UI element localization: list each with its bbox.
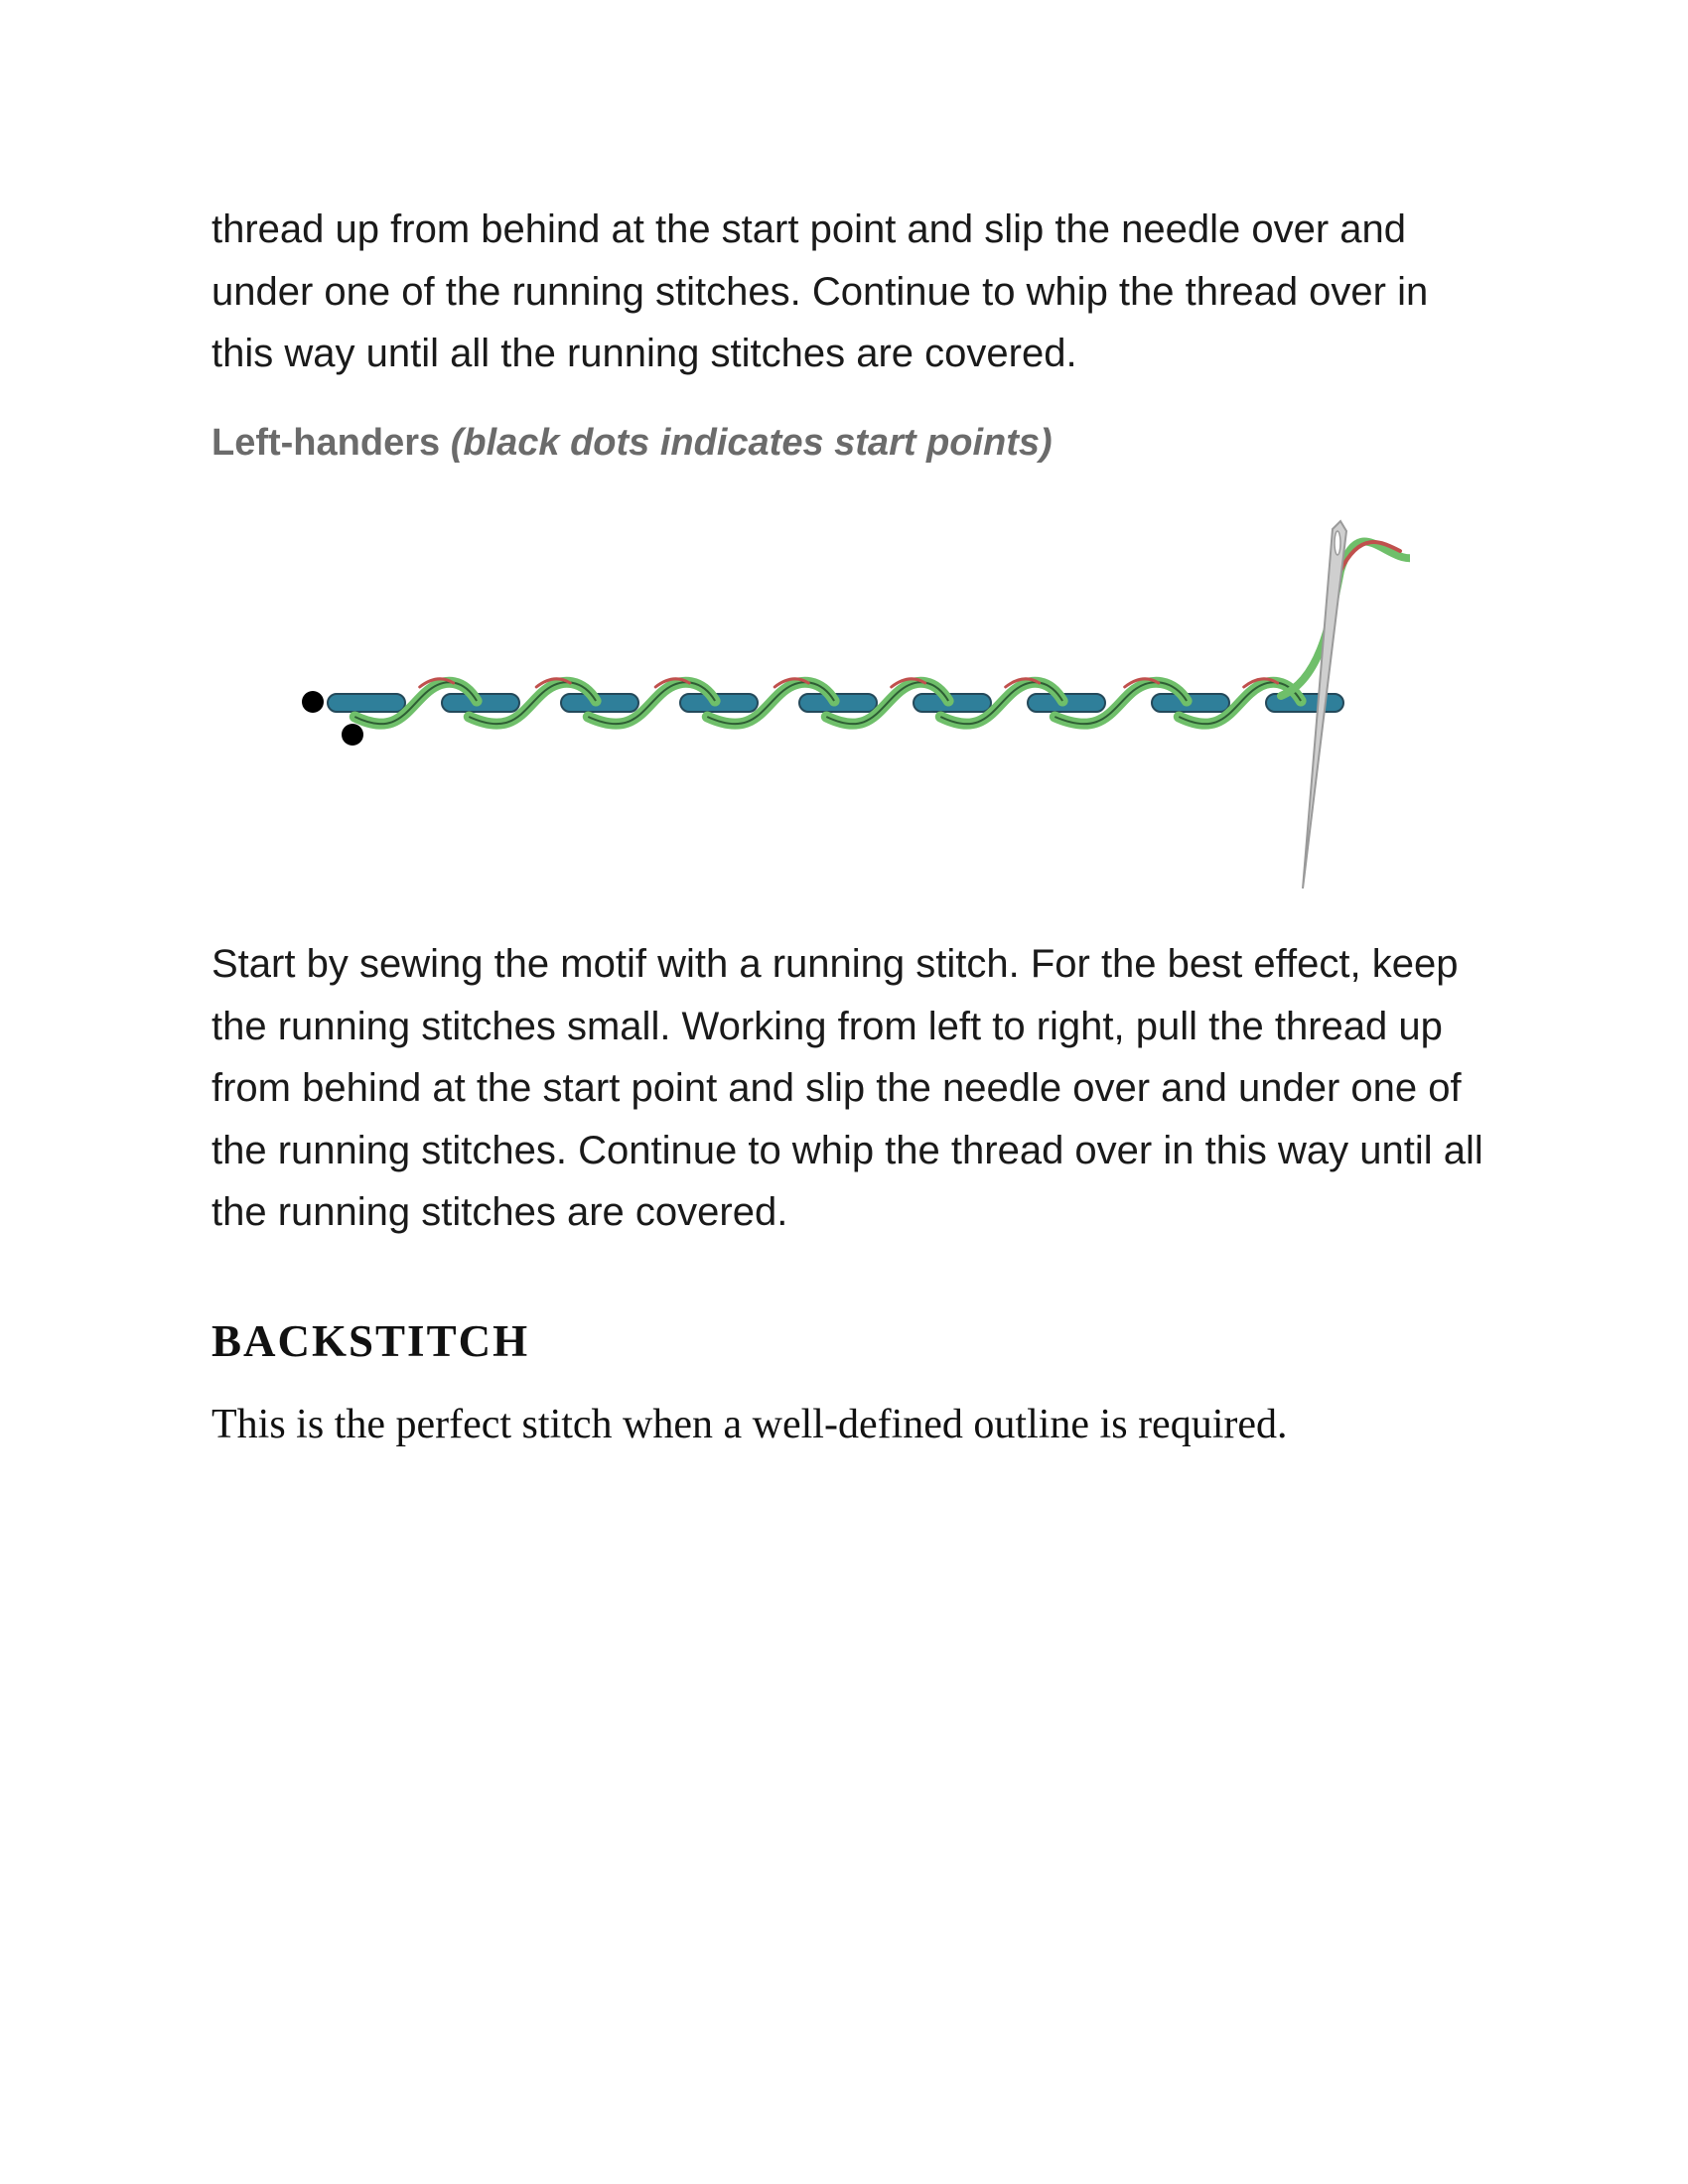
paragraph-continued: thread up from behind at the start point and slip the needle over and under one of the running stitches. Continue to whip the thread over in this way until all the running stitches are covered. [211,207,1429,375]
needle-eye [1335,531,1340,555]
instructions-paragraph: Start by sewing the motif with a running stitch. For the best effect, keep the running stitches small. Working from left to right, pull the thread up from behind at the start point and slip the needle over and under one of the running stitches. Continue to whip the thread over in this way until all the running stitches are covered. [211,942,1483,1234]
running-stitch [328,694,405,712]
section-heading: BACKSTITCH [211,1316,530,1366]
caption-note: (black dots indicates start points) [450,422,1053,464]
whipped-running-stitch-illustration [288,511,1410,903]
whip-thread [354,511,1410,724]
section-intro: This is the perfect stitch when a well-defined outline is required. [211,1402,1288,1447]
start-dot [302,691,324,713]
start-dot [342,724,363,746]
caption-label: Left-handers [211,422,441,464]
illustration-caption [211,422,1053,465]
